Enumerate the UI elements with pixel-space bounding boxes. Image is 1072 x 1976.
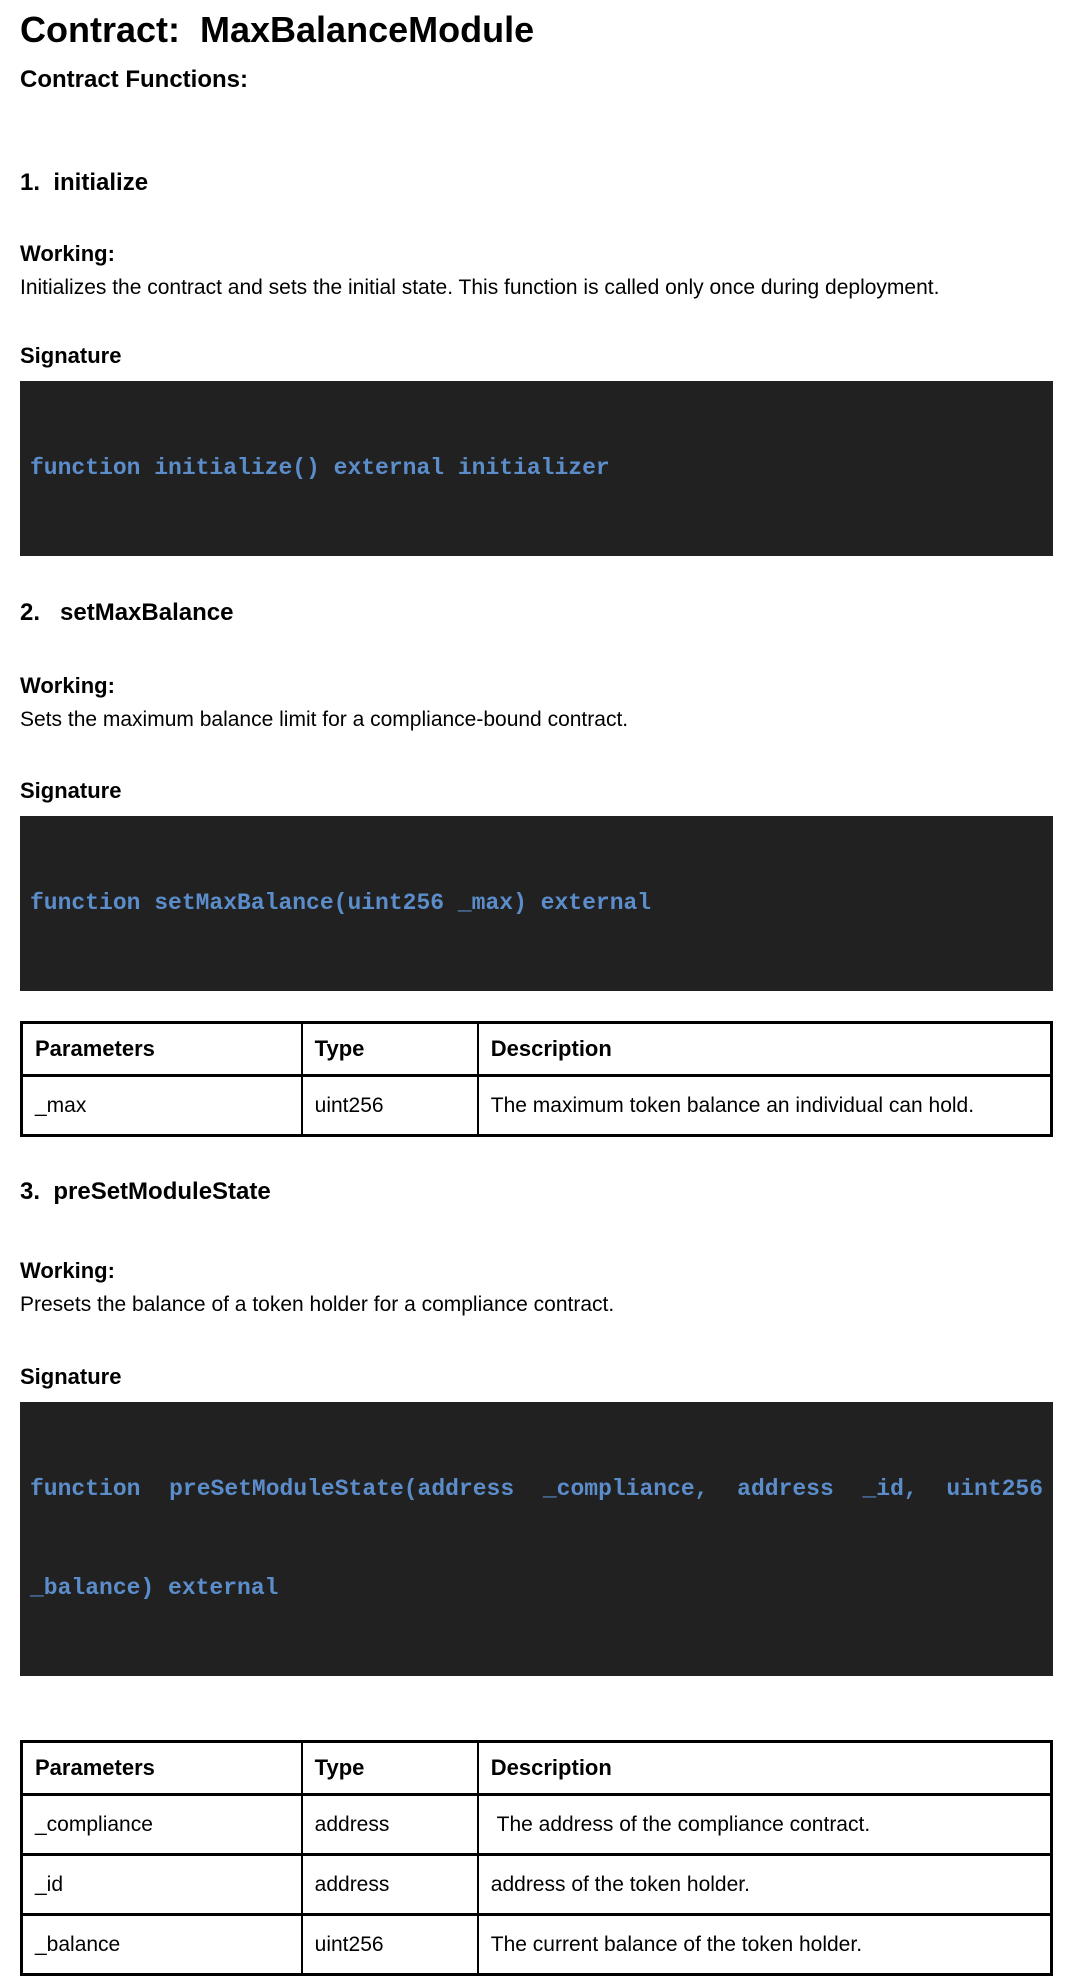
column-header-parameters: Parameters	[22, 1742, 302, 1795]
param-type-cell: uint256	[302, 1915, 478, 1975]
function-heading-setmaxbalance: 2. setMaxBalance	[20, 599, 234, 627]
column-header-type: Type	[302, 1023, 478, 1076]
column-header-description: Description	[478, 1742, 1052, 1795]
param-description-cell: The maximum token balance an individual can hold.	[478, 1076, 1052, 1136]
param-description-cell: The current balance of the token holder.	[478, 1915, 1052, 1975]
code-block-initialize	[20, 381, 1053, 556]
signature-label: Signature	[20, 778, 122, 804]
signature-label: Signature	[20, 343, 122, 369]
code-line: function initialize() external initializer	[30, 455, 610, 482]
working-label: Working:	[20, 673, 115, 699]
function-heading-presetmodulestate: 3. preSetModuleState	[20, 1178, 271, 1206]
param-name-cell: _max	[22, 1076, 302, 1136]
table-row	[22, 1076, 1052, 1136]
function-heading-initialize: 1. initialize	[20, 169, 149, 197]
working-text: Initializes the contract and sets the initial state. This function is called only once during deployment.	[20, 276, 940, 300]
table-header-row	[22, 1023, 1052, 1076]
working-text: Sets the maximum balance limit for a compliance-bound contract.	[20, 708, 629, 732]
page-title: Contract: MaxBalanceModule	[20, 9, 535, 50]
param-type-cell: address	[302, 1795, 478, 1855]
table-row	[22, 1915, 1052, 1975]
param-name-cell: _id	[22, 1855, 302, 1915]
param-type-cell: address	[302, 1855, 478, 1915]
working-label: Working:	[20, 1258, 115, 1284]
table-row	[22, 1795, 1052, 1855]
code-line: function preSetModuleState(address _compliance, address _id, uint256	[30, 1476, 1043, 1503]
code-block-setmaxbalance	[20, 816, 1053, 991]
param-name-cell: _balance	[22, 1915, 302, 1975]
parameters-table-setmaxbalance	[20, 1021, 1053, 1137]
table-header-row	[22, 1742, 1052, 1795]
column-header-parameters: Parameters	[22, 1023, 302, 1076]
contract-functions-heading: Contract Functions:	[20, 66, 248, 94]
signature-label: Signature	[20, 1364, 122, 1390]
code-block-presetmodulestate	[20, 1402, 1053, 1676]
param-name-cell: _compliance	[22, 1795, 302, 1855]
code-line: _balance) external	[30, 1575, 279, 1602]
parameters-table-presetmodulestate	[20, 1740, 1053, 1976]
column-header-type: Type	[302, 1742, 478, 1795]
param-description-cell: The address of the compliance contract.	[478, 1795, 1052, 1855]
code-line: function setMaxBalance(uint256 _max) external	[30, 890, 652, 917]
working-text: Presets the balance of a token holder for a compliance contract.	[20, 1293, 615, 1317]
column-header-description: Description	[478, 1023, 1052, 1076]
table-row	[22, 1855, 1052, 1915]
working-label: Working:	[20, 241, 115, 267]
param-description-cell: address of the token holder.	[478, 1855, 1052, 1915]
param-type-cell: uint256	[302, 1076, 478, 1136]
